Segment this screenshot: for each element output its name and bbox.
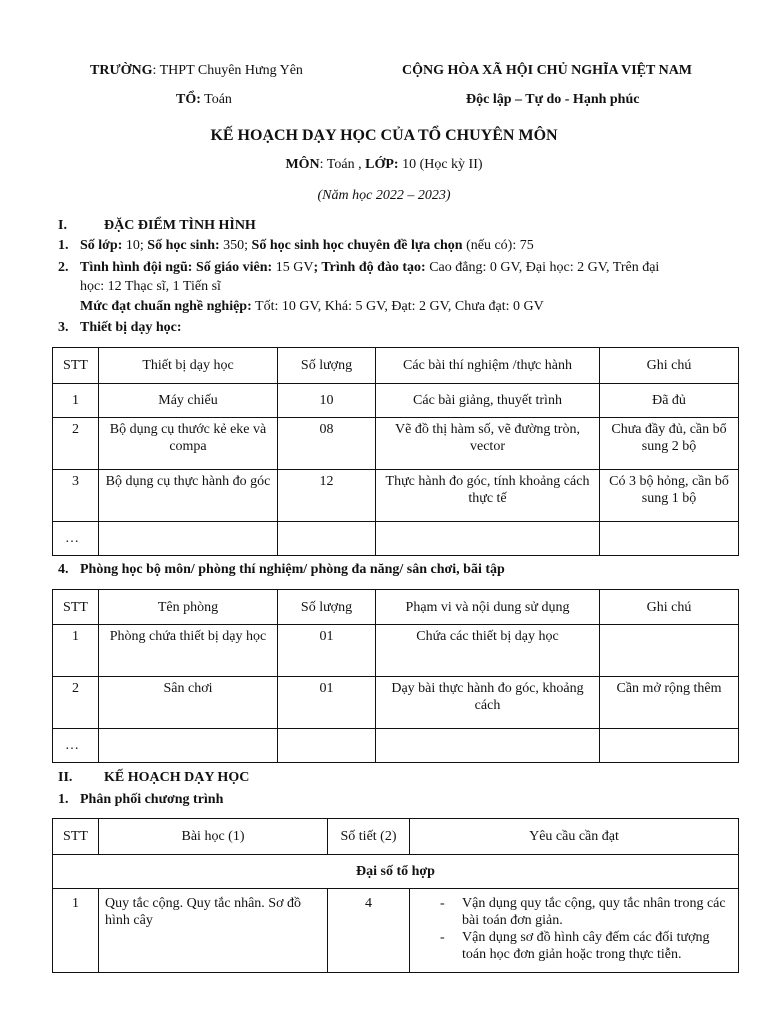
header-cell: STT bbox=[53, 590, 99, 625]
table-cell: Vẽ đồ thị hàm số, vẽ đường tròn, vector bbox=[376, 418, 600, 470]
group-line bbox=[176, 92, 232, 108]
section-2-title: KẾ HOẠCH DẠY HỌC bbox=[104, 770, 250, 785]
table-header-row bbox=[53, 590, 739, 625]
item-3-title: Thiết bị dạy học: bbox=[80, 320, 182, 335]
header-cell: Số tiết (2) bbox=[328, 819, 410, 855]
group-row bbox=[53, 855, 739, 889]
requirements-cell bbox=[410, 889, 739, 973]
elective-value: (nếu có): 75 bbox=[462, 238, 534, 253]
table-cell: 1 bbox=[53, 384, 99, 418]
header-cell: Yêu cầu cần đạt bbox=[410, 819, 739, 855]
item-2-line bbox=[58, 260, 660, 276]
table-cell: Dạy bài thực hành đo góc, khoảng cách bbox=[376, 677, 600, 729]
header-cell: Thiết bị dạy học bbox=[99, 348, 278, 384]
table-header-row bbox=[53, 819, 739, 855]
table-cell: Thực hành đo góc, tính khoảng cách thực tế bbox=[376, 470, 600, 522]
table-header-row bbox=[53, 348, 739, 384]
header-cell: STT bbox=[53, 819, 99, 855]
table-cell: 10 bbox=[278, 384, 376, 418]
table-cell: Quy tắc cộng. Quy tắc nhân. Sơ đồ hình cây bbox=[99, 889, 328, 973]
subject-line bbox=[0, 157, 768, 173]
table-cell: … bbox=[53, 729, 99, 763]
section-1-title: ĐẶC ĐIỂM TÌNH HÌNH bbox=[104, 218, 256, 233]
item-4-line bbox=[58, 562, 505, 578]
table-row bbox=[53, 522, 739, 556]
table-row bbox=[53, 625, 739, 677]
table-cell bbox=[600, 729, 739, 763]
standard-label: Mức đạt chuẩn nghề nghiệp: bbox=[80, 299, 252, 314]
table-cell bbox=[376, 522, 600, 556]
table-cell: 2 bbox=[53, 677, 99, 729]
table-cell bbox=[376, 729, 600, 763]
class-count-label: Số lớp: bbox=[80, 238, 123, 253]
header-cell: Tên phòng bbox=[99, 590, 278, 625]
item-4-num: 4. bbox=[58, 562, 69, 577]
item-3-num: 3. bbox=[58, 320, 69, 335]
table-cell: Chưa đầy đủ, cần bổ sung 2 bộ bbox=[600, 418, 739, 470]
elective-label: Số học sinh học chuyên đề lựa chọn bbox=[251, 238, 463, 253]
school-label: TRƯỜNG bbox=[90, 63, 153, 78]
standard-value: Tốt: 10 GV, Khá: 5 GV, Đạt: 2 GV, Chưa đạt: 0 GV bbox=[251, 299, 544, 314]
section-2-heading bbox=[58, 770, 250, 786]
school-value: : THPT Chuyên Hưng Yên bbox=[152, 63, 303, 78]
group-label: TỔ: bbox=[176, 92, 201, 107]
item-1-num: 1. bbox=[58, 238, 69, 253]
table-cell: Có 3 bộ hỏng, cần bổ sung 1 bộ bbox=[600, 470, 739, 522]
section-1-num: I. bbox=[58, 218, 67, 233]
list-item: - Vận dụng sơ đồ hình cây đếm các đối tượng toán học đơn giản hoặc trong thực tiễn. bbox=[440, 929, 730, 963]
table-cell: Bộ dụng cụ thước kẻ eke và compa bbox=[99, 418, 278, 470]
table-cell: 01 bbox=[278, 625, 376, 677]
curriculum-table bbox=[52, 818, 739, 973]
table-cell: Cần mở rộng thêm bbox=[600, 677, 739, 729]
standard-line bbox=[80, 299, 544, 315]
header-cell: Ghi chú bbox=[600, 590, 739, 625]
group-cell: Đại số tổ hợp bbox=[53, 855, 739, 889]
table-cell: Đã đủ bbox=[600, 384, 739, 418]
table-cell: 4 bbox=[328, 889, 410, 973]
table-row bbox=[53, 677, 739, 729]
table-cell bbox=[600, 522, 739, 556]
table-cell: Phòng chứa thiết bị dạy học bbox=[99, 625, 278, 677]
nation-heading: CỘNG HÒA XÃ HỘI CHỦ NGHĨA VIỆT NAM bbox=[402, 63, 693, 78]
training-value: Cao đẳng: 0 GV, Đại học: 2 GV, Trên đại bbox=[425, 260, 660, 275]
item-1-line bbox=[58, 238, 534, 254]
header-cell: Ghi chú bbox=[600, 348, 739, 384]
table-cell bbox=[278, 522, 376, 556]
table-cell: 1 bbox=[53, 625, 99, 677]
header-cell: STT bbox=[53, 348, 99, 384]
student-count-label: Số học sinh: bbox=[147, 238, 220, 253]
lop-value: 10 (Học kỳ II) bbox=[398, 157, 483, 172]
section-2-item-1 bbox=[58, 792, 224, 808]
table-cell bbox=[278, 729, 376, 763]
table-cell: Các bài giảng, thuyết trình bbox=[376, 384, 600, 418]
item-2-continuation: học: 12 Thạc sĩ, 1 Tiến sĩ bbox=[80, 279, 221, 294]
table-cell: Máy chiếu bbox=[99, 384, 278, 418]
class-count-value: 10; bbox=[122, 238, 148, 253]
lop-label: LỚP: bbox=[365, 157, 399, 172]
group-value: Toán bbox=[200, 92, 232, 107]
table-cell: 08 bbox=[278, 418, 376, 470]
school-line bbox=[90, 63, 303, 79]
staff-label: Tình hình đội ngũ: bbox=[80, 260, 193, 275]
item-4-title: Phòng học bộ môn/ phòng thí nghiệm/ phòng đa năng/ sân chơi, bãi tập bbox=[80, 562, 505, 577]
section-2-item-1-title: Phân phối chương trình bbox=[80, 792, 224, 807]
table-cell: … bbox=[53, 522, 99, 556]
training-label: ; Trình độ đào tạo: bbox=[313, 260, 426, 275]
header-cell: Các bài thí nghiệm /thực hành bbox=[376, 348, 600, 384]
table-row bbox=[53, 418, 739, 470]
header-cell: Số lượng bbox=[278, 348, 376, 384]
table-row bbox=[53, 384, 739, 418]
mon-label: MÔN bbox=[285, 157, 320, 172]
section-1-heading bbox=[58, 218, 256, 234]
equipment-table bbox=[52, 347, 739, 556]
table-cell: 2 bbox=[53, 418, 99, 470]
header-cell: Bài học (1) bbox=[99, 819, 328, 855]
rooms-table bbox=[52, 589, 739, 763]
table-cell: Bộ dụng cụ thực hành đo góc bbox=[99, 470, 278, 522]
table-cell: 12 bbox=[278, 470, 376, 522]
section-2-num: II. bbox=[58, 770, 73, 785]
table-cell: Chứa các thiết bị dạy học bbox=[376, 625, 600, 677]
item-3-line bbox=[58, 320, 182, 336]
table-cell bbox=[99, 729, 278, 763]
table-row bbox=[53, 889, 739, 973]
header-cell: Phạm vi và nội dung sử dụng bbox=[376, 590, 600, 625]
table-cell: 01 bbox=[278, 677, 376, 729]
header-cell: Số lượng bbox=[278, 590, 376, 625]
teacher-count-label: Số giáo viên: bbox=[192, 260, 273, 275]
table-row bbox=[53, 729, 739, 763]
mon-value: : Toán , bbox=[319, 157, 366, 172]
motto: Độc lập – Tự do - Hạnh phúc bbox=[466, 92, 640, 107]
table-cell: 1 bbox=[53, 889, 99, 973]
table-cell bbox=[99, 522, 278, 556]
school-year: (Năm học 2022 – 2023) bbox=[317, 188, 451, 203]
list-item: - Vận dụng quy tắc cộng, quy tắc nhân trong các bài toán đơn giản. bbox=[440, 895, 730, 929]
requirements-list bbox=[440, 895, 730, 963]
teacher-count-value: 15 GV bbox=[272, 260, 314, 275]
table-cell: Sân chơi bbox=[99, 677, 278, 729]
table-row bbox=[53, 470, 739, 522]
item-2-num: 2. bbox=[58, 260, 69, 275]
table-cell: 3 bbox=[53, 470, 99, 522]
section-2-item-1-num: 1. bbox=[58, 792, 69, 807]
student-count-value: 350; bbox=[219, 238, 252, 253]
page-title: KẾ HOẠCH DẠY HỌC CỦA TỔ CHUYÊN MÔN bbox=[210, 127, 558, 144]
table-cell bbox=[600, 625, 739, 677]
